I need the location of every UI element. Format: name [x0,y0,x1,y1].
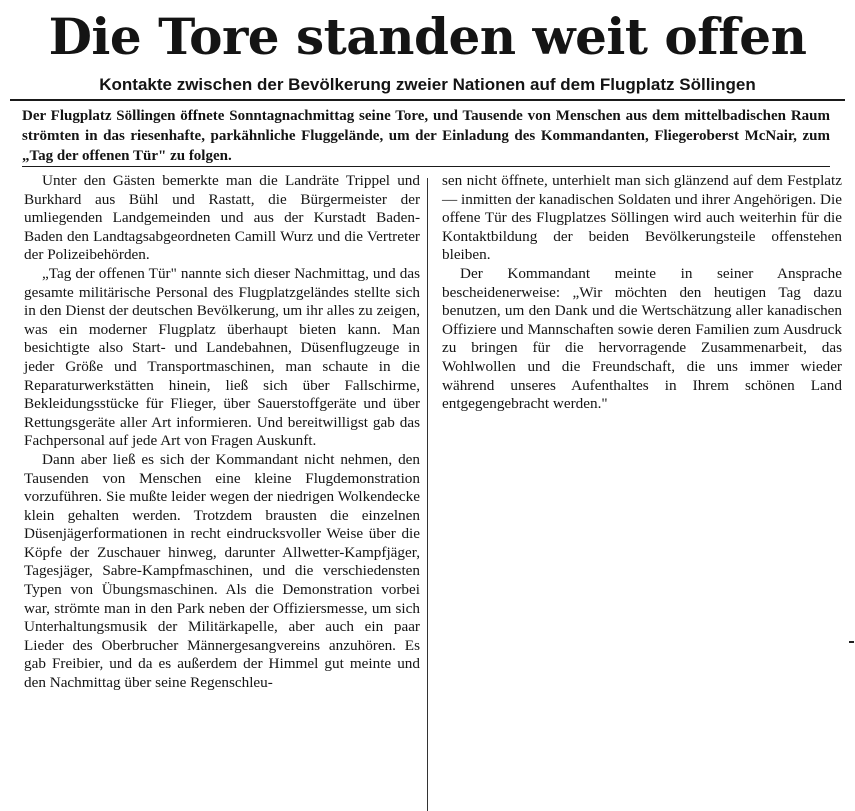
rule-top [10,99,845,101]
column-divider [427,178,428,811]
article-paragraph: sen nicht öffnete, unterhielt man sich glänzend auf dem Festplatz — inmitten der kanadischen Soldaten und ihrer Angehörigen. Die offene Tür des Flugplatzes Söllingen wird auch weiterhin für die Kontaktbildung der beiden Bevölkerungsteile offenstehen bleiben. [442,172,842,264]
right-column [442,172,842,414]
article-paragraph: Der Kommandant meinte in seiner Ansprache bescheidenerweise: „Wir möchten den heutigen Tag dazu benutzen, um den Dank und die Wertschätzung aller kanadischen Offiziere und Mannschaften sowie deren Familien zum Ausdruck zu bringen für die hervorragende Zusammenarbeit, das Wohlwollen und die Freundschaft, die uns immer wieder während unseres Aufenthaltes in Ihrem schönen Land entgegengebracht werden." [442,264,842,413]
left-column [24,172,420,693]
lead-paragraph: Der Flugplatz Söllingen öffnete Sonntagnachmittag seine Tore, und Tausende von Menschen aus dem mittelbadischen Raum strömten in das riesenhafte, parkähnliche Fluggelände, um der Einladung des Kommandanten, Fliegeroberst McNair, zum „Tag der offenen Tür" zu folgen. [22,108,830,164]
edge-mark [849,641,854,643]
subheadline: Kontakte zwischen der Bevölkerung zweier Nationen auf dem Flugplatz Söllingen [99,75,756,94]
article-paragraph: Unter den Gästen bemerkte man die Landräte Trippel und Burkhard aus Bühl und Rastatt, die Bürgermeister der umliegenden Landgemeinden und aus der Kurstadt Baden-Baden den Landtagsabgeordneten Camill Wurz und die Vertreter der Polizeibehörden. [24,172,420,264]
headline: Die Tore standen weit offen [48,7,807,66]
article-paragraph: Dann aber ließ es sich der Kommandant nicht nehmen, den Tausenden von Menschen eine kleine Flugdemonstration vorzuführen. Sie mußte leider wegen der niedrigen Wolkendecke klein gehalten werden. Trotzdem brausten die einzelnen Düsenjägerformationen in recht eindrucksvoller Weise über die Köpfe der Zuschauer hinweg, darunter Allwetter-Kampfjäger, Tagesjäger, Sabre-Kampfmaschinen, und die verschiedensten Typen von Übungsmaschinen. Als die Demonstration vorbei war, strömte man in den Park neben der Offiziersmesse, um sich Unterhaltungsmusik der Militärkapelle, aber auch ein paar Lieder des Oberbrucher Männergesangvereins anzuhören. Es gab Freibier, und da es außerdem der Himmel gut meinte und den Nachmittag über seine Regenschleu- [24,450,420,692]
rule-under-lead [22,166,830,167]
article-paragraph: „Tag der offenen Tür" nannte sich dieser Nachmittag, und das gesamte militärische Personal des Flugplatzgeländes stellte sich in den Dienst der deutschen Bevölkerung, um ihr alles zu zeigen, was ein moderner Flugplatz überhaupt bieten kann. Man besichtigte also Start- und Landebahnen, Düsenflugzeuge in jeder Größe und Transportmaschinen, man schaute in die Reparaturwerkstätten hinein, ließ sich über Fallschirme, Bekleidungsstücke für Flieger, über Sauerstoffgeräte und über Rettungsgeräte aller Art informieren. Und bereitwilligst gab das Fachpersonal auf jede Art von Fragen Auskunft. [24,264,420,450]
